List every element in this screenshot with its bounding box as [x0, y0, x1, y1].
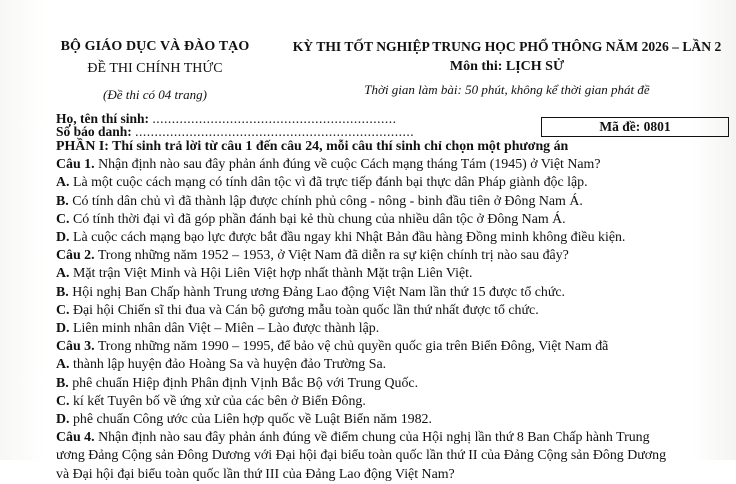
candidate-id-label: Số báo danh: — [56, 124, 132, 139]
exam-body — [56, 138, 736, 484]
option-2d — [56, 320, 736, 338]
question-2 — [56, 247, 736, 265]
page-count-note: (Đề thi có 04 trang) — [103, 87, 207, 102]
option-letter: C. — [56, 302, 70, 318]
option-text: Là một cuộc cách mạng có tính dân tộc vì đã trực tiếp đánh bại thực dân Pháp giành độc lập. — [69, 175, 588, 191]
option-text: Có tính thời đại vì đã góp phần đánh bại kẻ thù chung của nhiều dân tộc ở Đông Nam Á. — [69, 211, 566, 227]
option-1d — [56, 229, 736, 247]
ministry-name: BỘ GIÁO DỤC VÀ ĐÀO TẠO — [60, 39, 250, 54]
official-label: ĐỀ THI CHÍNH THỨC — [87, 61, 223, 76]
question-label: Câu 2. — [56, 248, 95, 264]
option-1b — [56, 193, 736, 211]
part-heading: PHẦN I: Thí sinh trả lời từ câu 1 đến câu 24, mỗi câu thí sinh chỉ chọn một phương án — [56, 139, 569, 154]
option-letter: B. — [56, 193, 69, 209]
option-1c — [56, 211, 736, 229]
question-label: Câu 1. — [56, 157, 95, 173]
option-letter: B. — [56, 375, 69, 391]
header-right — [282, 38, 732, 98]
exam-title: KỲ THI TỐT NGHIỆP TRUNG HỌC PHỔ THÔNG NĂM 2026 – LẦN 2 — [292, 39, 722, 54]
option-3c — [56, 393, 736, 411]
exam-code-box: Mã đề: 0801 — [541, 117, 729, 137]
option-letter: D. — [56, 321, 70, 337]
option-text: phê chuẩn Công ước của Liên hợp quốc về Luật Biển năm 1982. — [69, 412, 432, 428]
question-text: Nhận định nào sau đây phản ánh đúng về điểm chung của Hội nghị lần thứ 8 Ban Chấp hành Trung — [94, 430, 650, 446]
question-label: Câu 3. — [56, 339, 95, 355]
option-1a — [56, 174, 736, 192]
option-letter: B. — [56, 284, 69, 300]
option-text: kí kết Tuyên bố về ứng xử của các bên ở Biển Đông. — [69, 393, 366, 409]
subject-title: Môn thi: LỊCH SỬ — [449, 59, 565, 74]
header-left — [40, 38, 270, 103]
option-text: phê chuẩn Hiệp định Phân định Vịnh Bắc Bộ với Trung Quốc. — [68, 375, 419, 391]
question-text: Nhận định nào sau đây phản ánh đúng về cuộc Cách mạng tháng Tám (1945) ở Việt Nam? — [94, 157, 601, 173]
option-text: Có tính dân chủ vì đã thành lập được chính phủ công - nông - binh đầu tiên ở Đông Nam Á. — [68, 193, 583, 209]
question-3 — [56, 338, 736, 356]
candidate-info — [56, 112, 414, 138]
option-letter: A. — [56, 175, 70, 191]
option-3d — [56, 411, 736, 429]
option-2a — [56, 265, 736, 283]
option-3b — [56, 375, 736, 393]
time-note: Thời gian làm bài: 50 phút, không kể thời gian phát đề — [364, 82, 650, 97]
option-text: thành lập huyện đảo Hoàng Sa và huyện đảo Trường Sa. — [69, 357, 387, 373]
option-letter: A. — [56, 357, 70, 373]
option-2b — [56, 284, 736, 302]
candidate-id-line — [56, 125, 414, 138]
question-4-cont-1: ương Đảng Cộng sản Đông Dương với Đại hội đại biểu toàn quốc lần thứ II của Đảng Cộng sản Đông Dương — [56, 448, 667, 464]
option-letter: A. — [56, 266, 70, 282]
option-letter: D. — [56, 230, 70, 246]
candidate-name-dots: ............................................................... — [152, 111, 397, 126]
option-letter: C. — [56, 393, 70, 409]
question-text: Trong những năm 1952 – 1953, ở Việt Nam đã diễn ra sự kiện chính trị nào sau đây? — [94, 248, 569, 264]
option-text: Liên minh nhân dân Việt – Miên – Lào được thành lập. — [69, 321, 380, 337]
candidate-id-dots: ........................................................................ — [135, 124, 415, 139]
question-4 — [56, 429, 736, 447]
candidate-name-label: Họ, tên thí sinh: — [56, 111, 150, 126]
question-label: Câu 4. — [56, 430, 95, 446]
question-text: Trong những năm 1990 – 1995, để bảo vệ chủ quyền quốc gia trên Biển Đông, Việt Nam đã — [94, 339, 609, 355]
option-text: Đại hội Chiến sĩ thi đua và Cán bộ gương mẫu toàn quốc lần thứ nhất được tổ chức. — [69, 302, 539, 318]
option-2c — [56, 302, 736, 320]
option-letter: D. — [56, 412, 70, 428]
option-letter: C. — [56, 211, 70, 227]
question-4-cont-2: và Đại hội đại biểu toàn quốc lần thứ III của Đảng Lao động Việt Nam? — [56, 466, 455, 482]
question-1 — [56, 156, 736, 174]
option-text: Mặt trận Việt Minh và Hội Liên Việt hợp nhất thành Mặt trận Liên Việt. — [69, 266, 473, 282]
option-3a — [56, 356, 736, 374]
option-text: Hội nghị Ban Chấp hành Trung ương Đảng Lao động Việt Nam lần thứ 15 được tổ chức. — [68, 284, 566, 300]
option-text: Là cuộc cách mạng bạo lực được bắt đầu ngay khi Nhật Bản đầu hàng Đồng minh không điều kiện. — [69, 230, 626, 246]
